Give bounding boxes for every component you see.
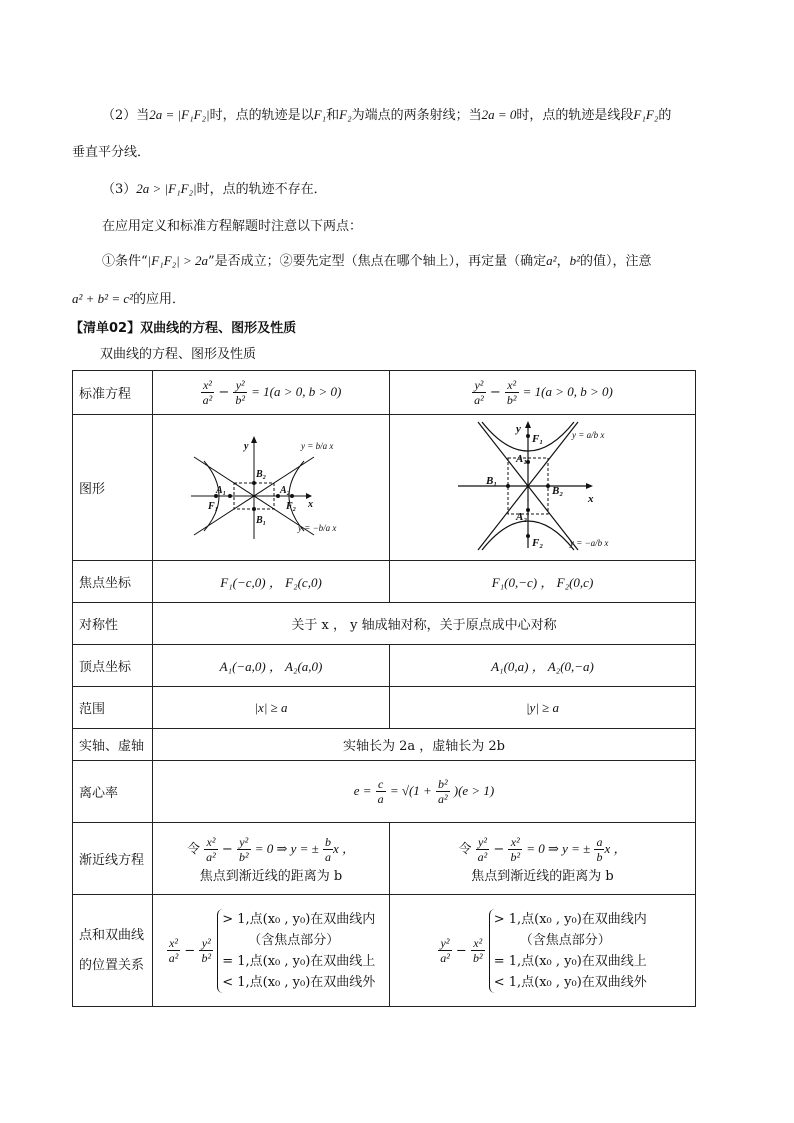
table-row [73,895,696,1007]
axis-text: 实轴长为 2a ，虚轴长为 2b [153,729,696,761]
text: 点和双曲线 [79,927,145,943]
range-right: |y| ≥ a [390,687,696,729]
fraction: $\frac{\text{x²}}{\text{a²}}$ [202,378,213,407]
math: = √(1 + [389,783,432,798]
hyperbola-vertical-graph [448,418,638,554]
text: 的值），注意 [579,254,652,269]
vertex-point [228,494,232,498]
focus-right: F₁(0,−c) ， F₂(0,c) [390,561,696,603]
fraction: $\frac{\text{y²}}{\text{a²}}$ [474,378,484,407]
text: 令 [187,841,201,857]
fraction: $\frac{\text{x²}}{\text{b²}}$ [472,936,483,965]
text: 的应用． [133,292,186,307]
text: （3） [102,182,137,197]
y-arrow [251,436,257,443]
vertex-right: A₁(0,a) ， A₂(0,−a) [390,645,696,687]
fraction: $\frac{\text{x²}}{\text{b²}}$ [510,834,521,864]
vertex-point [252,481,256,485]
fraction: $\frac{b}{a}$ [324,834,331,864]
case-line: < 1,点(x₀ , y₀)在双曲线外 [222,974,376,990]
label-a2: A₂ [280,484,291,496]
math: |F₁F₂| > 2a [147,253,208,268]
eccentricity-formula [153,761,696,823]
row-label: 离心率 [73,761,153,823]
fraction: $\frac{\text{x²}}{\text{a²}}$ [206,834,216,864]
section-heading: 【清单02】双曲线的方程、图形及性质 [70,321,297,336]
row-label: 标准方程 [73,371,153,415]
math: = 0 ⇒ y = ± [526,840,591,856]
math: a² [546,253,557,268]
text: 为端点的两条射线；当 [351,108,482,123]
table-row [73,645,696,687]
row-label: 范围 [73,687,153,729]
position-left: $\frac{\text{x²}}{\text{a²}}$ − $\frac{\text{y²}}{\text{b²}}$ > 1,点(x₀ , y₀)在双曲线内 （含焦点部分） = 1,点(x₀ , y₀)在双曲线上 < 1,点(x₀ , y₀)在双曲线外 [153,895,390,1007]
paragraph-case-2-cont: 垂直平分线． [72,145,151,160]
asymptote-left: 令 $\frac{\text{x²}}{\text{a²}}$ − $\frac{\text{y²}}{\text{b²}}$ = 0 ⇒ y = ± $\frac{b}{a}$ x ， 焦点到渐近线的距离为 b [153,823,390,895]
y-arrow [525,421,531,428]
text: 的 [658,108,672,123]
fraction: $\frac{\text{y²}}{\text{b²}}$ [235,378,245,407]
math: 2a = |F₁F₂| [149,107,210,122]
math: = 1(a > 0, b > 0) [251,384,342,399]
label-asym-neg: y = −b/a x [298,522,337,533]
label-f1: F₁ [208,500,219,512]
paragraph-note-1 [72,250,722,273]
paragraph-note-1-cont [72,288,722,311]
label-y: y [515,422,521,435]
text: 的位置关系 [79,957,145,973]
paragraph-notes-intro: 在应用定义和标准方程解题时注意以下两点： [102,219,363,234]
label-b1: B₁ [256,514,267,526]
fraction: $\frac{\text{b²}}{\text{a²}}$ [437,777,448,806]
math: = 1(a > 0, b > 0) [522,384,613,399]
row-label: 图形 [73,415,153,561]
table-row [73,823,696,895]
fraction: $\frac{c}{a}$ [377,777,384,806]
label-asym-pos: y = a/b x [571,429,604,440]
math: = 0 ⇒ y = ± [254,840,319,856]
x-arrow [586,483,593,489]
paragraph-case-2 [72,104,722,127]
distance-note: 焦点到渐近线的距离为 b [199,868,343,884]
text: 令 [458,841,472,857]
label-f1: F₁ [531,432,543,445]
math: F₁F₂ [633,107,659,122]
case-line: > 1,点(x₀ , y₀)在双曲线内 [222,911,376,927]
math: e = [353,783,372,798]
case-line: = 1,点(x₀ , y₀)在双曲线上 [222,953,376,969]
focus-left: F₁(−c,0) ， F₂(c,0) [153,561,390,603]
label-a2: A₂ [515,510,527,523]
focus-point [526,534,530,538]
std-equation-left: $\frac{\text{x²}}{\text{a²}}$ − $\frac{\text{y²}}{\text{b²}}$ = 1(a > 0, b > 0) [153,371,390,415]
label-a1: A₁ [216,484,227,496]
label-a1: A₁ [515,452,527,465]
table-row [73,761,696,823]
fraction: $\frac{\text{x²}}{\text{b²}}$ [506,378,517,407]
label-x: x [308,498,313,510]
fraction: $\frac{\text{y²}}{\text{a²}}$ [440,936,450,965]
row-label: 焦点坐标 [73,561,153,603]
math: x ， [332,840,355,856]
brace-cases [217,909,375,993]
table-row [73,603,696,645]
focus-point [290,494,294,498]
focus-point [526,434,530,438]
math: b² [569,253,580,268]
range-left: |x| ≥ a [153,687,390,729]
fraction: $\frac{\text{y²}}{\text{b²}}$ [201,936,212,965]
text: 时，点的轨迹是线段 [516,108,634,123]
math: x ， [604,840,627,856]
math: F₁ [313,107,327,122]
case-line: = 1,点(x₀ , y₀)在双曲线上 [493,953,647,969]
table-row [73,687,696,729]
label-f2: F₂ [286,500,297,512]
text: ， [556,254,570,269]
properties-table [72,370,696,1007]
vertex-point [252,507,256,511]
position-right: $\frac{\text{y²}}{\text{a²}}$ − $\frac{\text{x²}}{\text{b²}}$ > 1,点(x₀ , y₀)在双曲线内 （含焦点部分） = 1,点(x₀ , y₀)在双曲线上 < 1,点(x₀ , y₀)在双曲线外 [390,895,696,1007]
text: 和 [326,108,340,123]
label-f2: F₂ [531,536,543,549]
graph-cell-left [153,415,390,561]
paragraph-case-3 [72,178,722,201]
table-row [73,561,696,603]
text: 时，点的轨迹是以 [209,108,314,123]
case-line: （含焦点部分） [519,932,611,948]
math: a² + b² = c² [72,291,134,306]
vertex-point [506,484,510,488]
label-asym-pos: y = b/a x [301,440,334,451]
vertex-point [546,484,550,488]
row-label: 对称性 [73,603,153,645]
row-label [73,895,153,1007]
label-asym-neg: y = −a/b x [569,537,608,548]
row-label: 顶点坐标 [73,645,153,687]
graph-cell-right [390,415,696,561]
case-line: < 1,点(x₀ , y₀)在双曲线外 [493,974,647,990]
text: 时，点的轨迹不存在． [196,182,327,197]
table-caption: 双曲线的方程、图形及性质 [100,347,257,362]
fraction: $\frac{\text{y²}}{\text{a²}}$ [477,834,488,864]
table-row [73,415,696,561]
row-label: 渐近线方程 [73,823,153,895]
math: 2a = 0 [481,107,517,122]
math: ) [453,783,459,798]
math: 2a > |F₁F₂| [136,181,197,196]
asymptote-right: 令 $\frac{\text{y²}}{\text{a²}}$ − $\frac{\text{x²}}{\text{b²}}$ = 0 ⇒ y = ± $\frac{a}{b}$ x ， 焦点到渐近线的距离为 b [390,823,696,895]
table-row [73,371,696,415]
label-x: x [587,492,593,505]
symmetry-text: 关于 x ， y 轴成轴对称，关于原点成中心对称 [153,603,696,645]
row-label: 实轴、虚轴 [73,729,153,761]
table-row [73,729,696,761]
text: ”是否成立；②要先定型（焦点在哪个轴上），再定量（确定 [208,254,547,269]
label-b2: B₂ [551,484,563,497]
text: （2）当 [102,108,150,123]
label-b2: B₂ [256,468,267,480]
distance-note: 焦点到渐近线的距离为 b [471,868,614,884]
std-equation-right: $\frac{\text{y²}}{\text{a²}}$ − $\frac{\text{x²}}{\text{b²}}$ = 1(a > 0, b > 0) [390,371,696,415]
fraction: $\frac{\text{y²}}{\text{b²}}$ [238,834,249,864]
text: ①条件“ [102,254,148,269]
label-y: y [244,440,249,452]
vertex-left: A₁(−a,0) ， A₂(a,0) [153,645,390,687]
case-line: （含焦点部分） [248,932,340,948]
fraction: $\frac{\text{x²}}{\text{a²}}$ [168,936,179,965]
math: (e > 1) [458,783,495,798]
math: F₂ [339,107,352,122]
brace-cases [489,909,647,993]
label-b1: B₁ [485,474,497,487]
hyperbola-horizontal-graph [186,431,356,541]
fraction: $\frac{a}{b}$ [596,834,603,864]
case-line: > 1,点(x₀ , y₀)在双曲线内 [493,911,647,927]
